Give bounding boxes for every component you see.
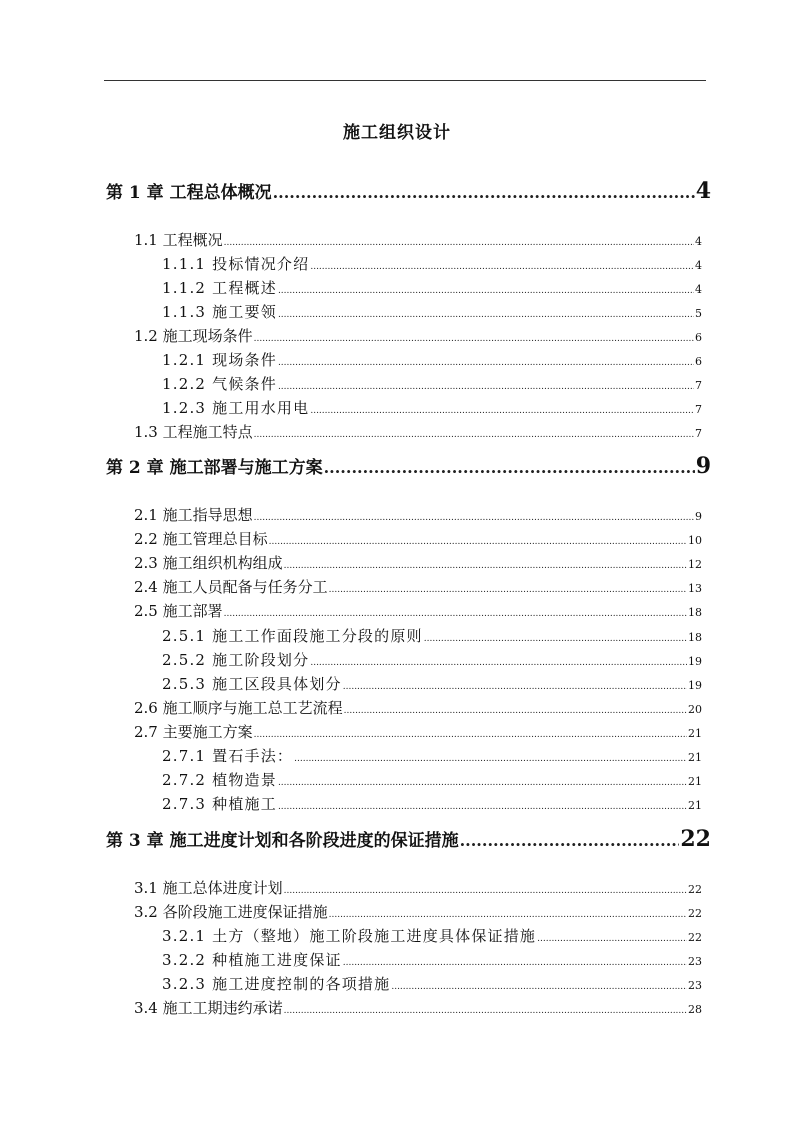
dot-leader	[329, 910, 687, 920]
dot-leader	[254, 334, 694, 344]
toc-entry-label: 3.1 施工总体进度计划	[134, 879, 283, 897]
toc-entry-label: 1.3 工程施工特点	[134, 423, 253, 441]
toc-page-number: 5	[695, 307, 702, 320]
toc-page-number: 19	[688, 679, 702, 692]
toc-page-number: 23	[688, 955, 702, 968]
toc-chapter-label: 第 1 章 工程总体概况	[106, 183, 272, 203]
toc-page-number: 7	[695, 379, 702, 392]
toc-entry-1-1[interactable]	[134, 229, 702, 250]
toc-page-number: 22	[688, 931, 702, 944]
toc-entry-2-5[interactable]	[134, 600, 702, 621]
dot-leader	[391, 982, 687, 992]
toc-page-number: 4	[695, 178, 711, 204]
toc-entry-3-2-3[interactable]	[162, 973, 702, 994]
toc-entry-1-1-1[interactable]	[162, 253, 702, 274]
toc-entry-label: 1.2 施工现场条件	[134, 327, 253, 345]
toc-page-number: 22	[680, 826, 711, 852]
dot-leader	[324, 458, 695, 477]
toc-page-number: 4	[695, 235, 702, 248]
toc-entry-1-2-3[interactable]	[162, 397, 702, 418]
toc-page-number: 9	[695, 453, 711, 479]
toc-entry-label: 2.5.3 施工区段具体划分	[162, 675, 342, 693]
toc-entry-3-4[interactable]	[134, 997, 702, 1018]
toc-page-number: 9	[695, 510, 702, 523]
toc-entry-1-3[interactable]	[134, 421, 702, 442]
toc-entry-label: 3.2 各阶段施工进度保证措施	[134, 903, 328, 921]
dot-leader	[273, 183, 695, 202]
toc-page-number: 4	[695, 283, 702, 296]
dot-leader	[254, 513, 694, 523]
toc-entry-2-5-1[interactable]	[162, 625, 702, 646]
toc-page-number: 21	[688, 799, 702, 812]
document-title: 施工组织设计	[343, 123, 451, 143]
dot-leader	[344, 706, 687, 716]
dot-leader	[537, 934, 687, 944]
toc-entry-3-1[interactable]	[134, 877, 702, 898]
dot-leader	[224, 238, 694, 248]
dot-leader	[254, 730, 687, 740]
toc-entry-2-7-1[interactable]	[162, 745, 702, 766]
toc-page-number: 6	[695, 331, 702, 344]
dot-leader	[329, 585, 687, 595]
toc-entry-2-7-3[interactable]	[162, 793, 702, 814]
toc-chapter-label: 第 2 章 施工部署与施工方案	[106, 458, 323, 478]
toc-entry-1-2[interactable]	[134, 325, 702, 346]
toc-page-number: 20	[688, 703, 702, 716]
toc-entry-2-2[interactable]	[134, 528, 702, 549]
toc-page-number: 19	[688, 655, 702, 668]
toc-entry-3-2[interactable]	[134, 901, 702, 922]
dot-leader	[278, 286, 694, 296]
dot-leader	[310, 658, 687, 668]
dot-leader	[284, 1006, 687, 1016]
toc-page-number: 18	[688, 631, 702, 644]
toc-page-number: 21	[688, 751, 702, 764]
toc-page-number: 7	[695, 403, 702, 416]
toc-entry-label: 2.5 施工部署	[134, 602, 223, 620]
toc-entry-label: 2.5.1 施工工作面段施工分段的原则	[162, 627, 423, 645]
toc-entry-2-4[interactable]	[134, 576, 702, 597]
toc-page-number: 22	[688, 883, 702, 896]
toc-page-number: 13	[688, 582, 702, 595]
toc-chapter-1[interactable]	[106, 178, 711, 204]
dot-leader	[424, 634, 687, 644]
toc-entry-2-7-2[interactable]	[162, 769, 702, 790]
dot-leader	[310, 406, 694, 416]
dot-leader	[460, 831, 680, 850]
toc-entry-label: 1.2.2 气候条件	[162, 375, 277, 393]
toc-entry-label: 3.2.3 施工进度控制的各项措施	[162, 975, 391, 993]
toc-page-number: 23	[688, 979, 702, 992]
toc-page-number: 6	[695, 355, 702, 368]
toc-entry-2-5-2[interactable]	[162, 649, 702, 670]
toc-entry-label: 1.1.3 施工要领	[162, 303, 277, 321]
toc-page-number: 18	[688, 606, 702, 619]
toc-entry-label: 2.2 施工管理总目标	[134, 530, 268, 548]
toc-entry-label: 1.1.1 投标情况介绍	[162, 255, 310, 273]
toc-entry-3-2-1[interactable]	[162, 925, 702, 946]
header-rule	[104, 80, 706, 81]
toc-entry-1-2-1[interactable]	[162, 349, 702, 370]
dot-leader	[278, 802, 687, 812]
dot-leader	[294, 754, 687, 764]
toc-page-number: 21	[688, 727, 702, 740]
dot-leader	[278, 310, 694, 320]
toc-entry-2-6[interactable]	[134, 697, 702, 718]
toc-entry-2-5-3[interactable]	[162, 673, 702, 694]
dot-leader	[278, 358, 694, 368]
toc-entry-label: 1.1 工程概况	[134, 231, 223, 249]
toc-page-number: 21	[688, 775, 702, 788]
toc-entry-label: 1.2.3 施工用水用电	[162, 399, 310, 417]
toc-page-number: 10	[688, 534, 702, 547]
toc-chapter-2[interactable]	[106, 453, 711, 479]
toc-entry-2-7[interactable]	[134, 721, 702, 742]
toc-entry-label: 3.2.2 种植施工进度保证	[162, 951, 342, 969]
dot-leader	[310, 262, 694, 272]
toc-page-number: 12	[688, 558, 702, 571]
toc-entry-label: 2.4 施工人员配备与任务分工	[134, 578, 328, 596]
dot-leader	[343, 682, 687, 692]
dot-leader	[284, 886, 687, 896]
toc-entry-label: 3.4 施工工期违约承诺	[134, 999, 283, 1017]
toc-entry-2-3[interactable]	[134, 552, 702, 573]
toc-entry-label: 3.2.1 土方（整地）施工阶段施工进度具体保证措施	[162, 927, 537, 945]
toc-entry-3-2-2[interactable]	[162, 949, 702, 970]
toc-entry-label: 2.5.2 施工阶段划分	[162, 651, 310, 669]
toc-chapter-3[interactable]	[106, 826, 711, 852]
toc-chapter-label: 第 3 章 施工进度计划和各阶段进度的保证措施	[106, 831, 459, 851]
dot-leader	[343, 958, 687, 968]
toc-entry-label: 2.1 施工指导思想	[134, 506, 253, 524]
dot-leader	[278, 382, 694, 392]
toc-entry-label: 2.7.2 植物造景	[162, 771, 277, 789]
toc-entry-1-1-2[interactable]	[162, 277, 702, 298]
toc-entry-1-2-2[interactable]	[162, 373, 702, 394]
toc-entry-label: 2.7 主要施工方案	[134, 723, 253, 741]
dot-leader	[224, 609, 687, 619]
dot-leader	[254, 430, 694, 440]
toc-page-number: 4	[695, 259, 702, 272]
toc-entry-label: 2.3 施工组织机构组成	[134, 554, 283, 572]
toc-entry-1-1-3[interactable]	[162, 301, 702, 322]
toc-entry-label: 2.7.3 种植施工	[162, 795, 277, 813]
toc-entry-label: 1.1.2 工程概述	[162, 279, 277, 297]
toc-page-number: 28	[688, 1003, 702, 1016]
dot-leader	[278, 778, 687, 788]
toc-entry-2-1[interactable]	[134, 504, 702, 525]
toc-page-number: 22	[688, 907, 702, 920]
dot-leader	[269, 537, 687, 547]
toc-entry-label: 2.6 施工顺序与施工总工艺流程	[134, 699, 343, 717]
toc-entry-label: 2.7.1 置石手法：	[162, 747, 294, 765]
dot-leader	[284, 561, 687, 571]
toc-page-number: 7	[695, 427, 702, 440]
toc-entry-label: 1.2.1 现场条件	[162, 351, 277, 369]
